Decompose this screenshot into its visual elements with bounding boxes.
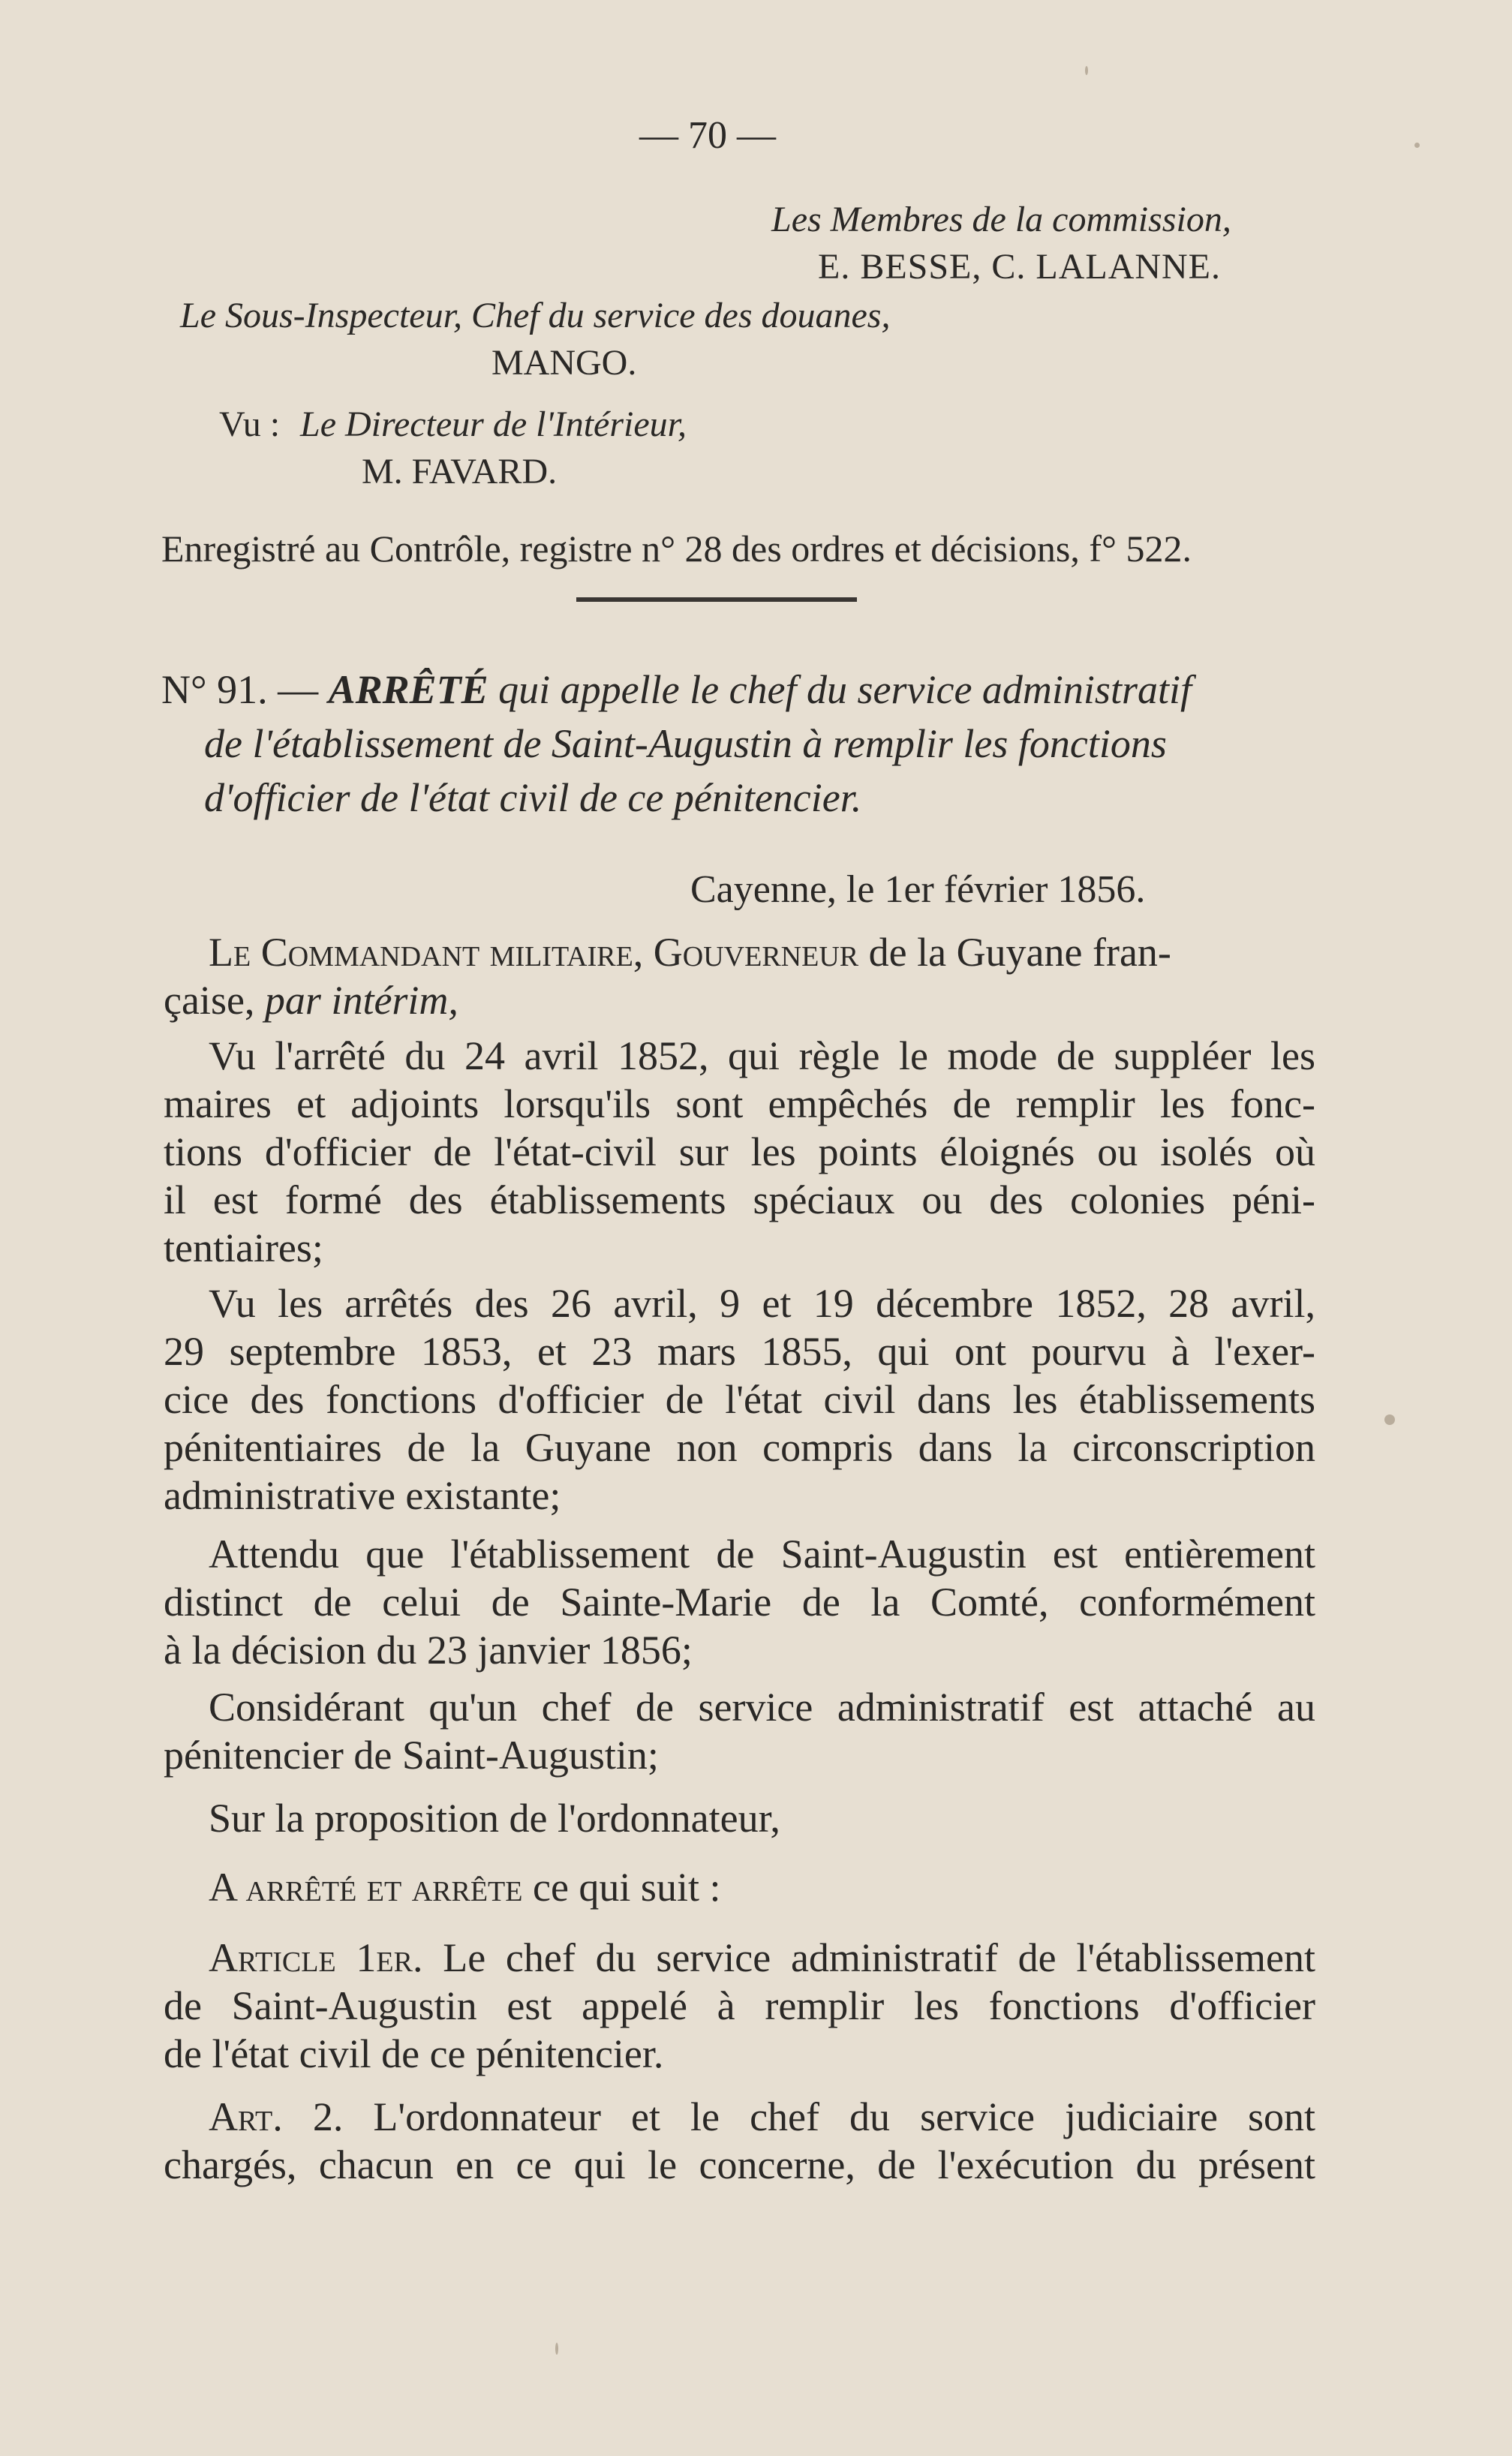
preamble-line2: [164, 977, 458, 1024]
preamble-authority: Le Commandant militaire, Gouverneur: [209, 930, 859, 975]
attendu-line: Attendu que l'établissement de Saint-Augustin est entièrement: [209, 1532, 1315, 1577]
commission-names: E. BESSE, C. LALANNE.: [818, 247, 1221, 287]
page-number: — 70 —: [639, 114, 776, 157]
directeur-name: M. FAVARD.: [362, 452, 558, 492]
article2-first-line: [209, 2094, 1315, 2140]
vu-label: Vu :: [219, 404, 281, 444]
vu1-line: Vu l'arrêté du 24 avril 1852, qui règle le mode de suppléer les: [209, 1033, 1315, 1078]
vu1-line: il est formé des établissements spéciaux ou des colonies péni-: [164, 1177, 1315, 1222]
place-date: Cayenne, le 1er février 1856.: [690, 868, 1146, 911]
article2-text: L'ordonnateur et le chef du service judiciaire sont: [343, 2094, 1315, 2139]
preamble-line2-a: çaise,: [164, 978, 265, 1023]
decree-number: N° 91. —: [161, 667, 319, 712]
vu2-line: 29 septembre 1853, et 23 mars 1855, qui ont pourvu à l'exer-: [164, 1329, 1315, 1374]
vu1-line: maires et adjoints lorsqu'ils sont empêchés de remplir les fonc-: [164, 1081, 1315, 1126]
article1-label: Article 1er.: [209, 1935, 423, 1980]
commission-title: Les Membres de la commission,: [771, 200, 1231, 239]
article1-line: de l'état civil de ce pénitencier.: [164, 2031, 664, 2076]
vu2-line: pénitentiaires de la Guyane non compris dans la circonscription: [164, 1425, 1315, 1470]
paper-speck: [1384, 1414, 1395, 1425]
decree-title-line1: qui appelle le chef du service administratif: [498, 667, 1192, 712]
vu1-line: tentiaires;: [164, 1225, 323, 1270]
arrete-rest: ce qui suit :: [522, 1865, 721, 1910]
article1-text: Le chef du service administratif de l'établissement: [422, 1935, 1315, 1980]
registration-line: Enregistré au Contrôle, registre n° 28 des ordres et décisions, f° 522.: [161, 528, 1192, 570]
decree-heading: [161, 666, 1192, 713]
article2-label: Art. 2.: [209, 2094, 344, 2139]
paper-speck: [555, 2343, 558, 2355]
paper-speck: [1414, 143, 1420, 148]
decree-arrete-word: ARRÊTÉ: [328, 667, 488, 712]
preamble-rest: de la Guyane fran-: [858, 930, 1171, 975]
attendu-line: distinct de celui de Sainte-Marie de la Comté, conformément: [164, 1580, 1315, 1625]
article1-line: de Saint-Augustin est appelé à remplir les fonctions d'officier: [164, 1983, 1315, 2028]
preamble-line1: [209, 929, 1315, 975]
vu2-line: cice des fonctions d'officier de l'état civil dans les établissements: [164, 1377, 1315, 1422]
considerant-line: pénitencier de Saint-Augustin;: [164, 1733, 659, 1778]
section-divider: [576, 597, 857, 602]
proposition-line: Sur la proposition de l'ordonnateur,: [209, 1796, 780, 1841]
decree-title-line3: d'officier de l'état civil de ce pénitencier.: [204, 775, 862, 820]
vu2-line: Vu les arrêtés des 26 avril, 9 et 19 décembre 1852, 28 avril,: [209, 1281, 1315, 1326]
vu1-line: tions d'officier de l'état-civil sur les points éloignés ou isolés où: [164, 1129, 1315, 1174]
article2-line: chargés, chacun en ce qui le concerne, de l'exécution du présent: [164, 2142, 1315, 2187]
sous-inspecteur-title: Le Sous-Inspecteur, Chef du service des douanes,: [180, 296, 891, 335]
arrete-small-caps: A arrêté et arrête: [209, 1865, 523, 1910]
vu2-line: administrative existante;: [164, 1473, 561, 1518]
article1-first-line: [209, 1934, 1315, 1981]
paper-speck: [1085, 66, 1088, 75]
sous-inspecteur-name: MANGO.: [491, 343, 637, 383]
considerant-line: Considérant qu'un chef de service administratif est attaché au: [209, 1685, 1315, 1730]
attendu-line: à la décision du 23 janvier 1856;: [164, 1628, 693, 1673]
decree-title-line2: de l'établissement de Saint-Augustin à remplir les fonctions: [204, 721, 1167, 766]
directeur-title: Le Directeur de l'Intérieur,: [300, 404, 687, 444]
preamble-line2-italic: par intérim,: [264, 978, 458, 1023]
arrete-line: [209, 1864, 720, 1910]
